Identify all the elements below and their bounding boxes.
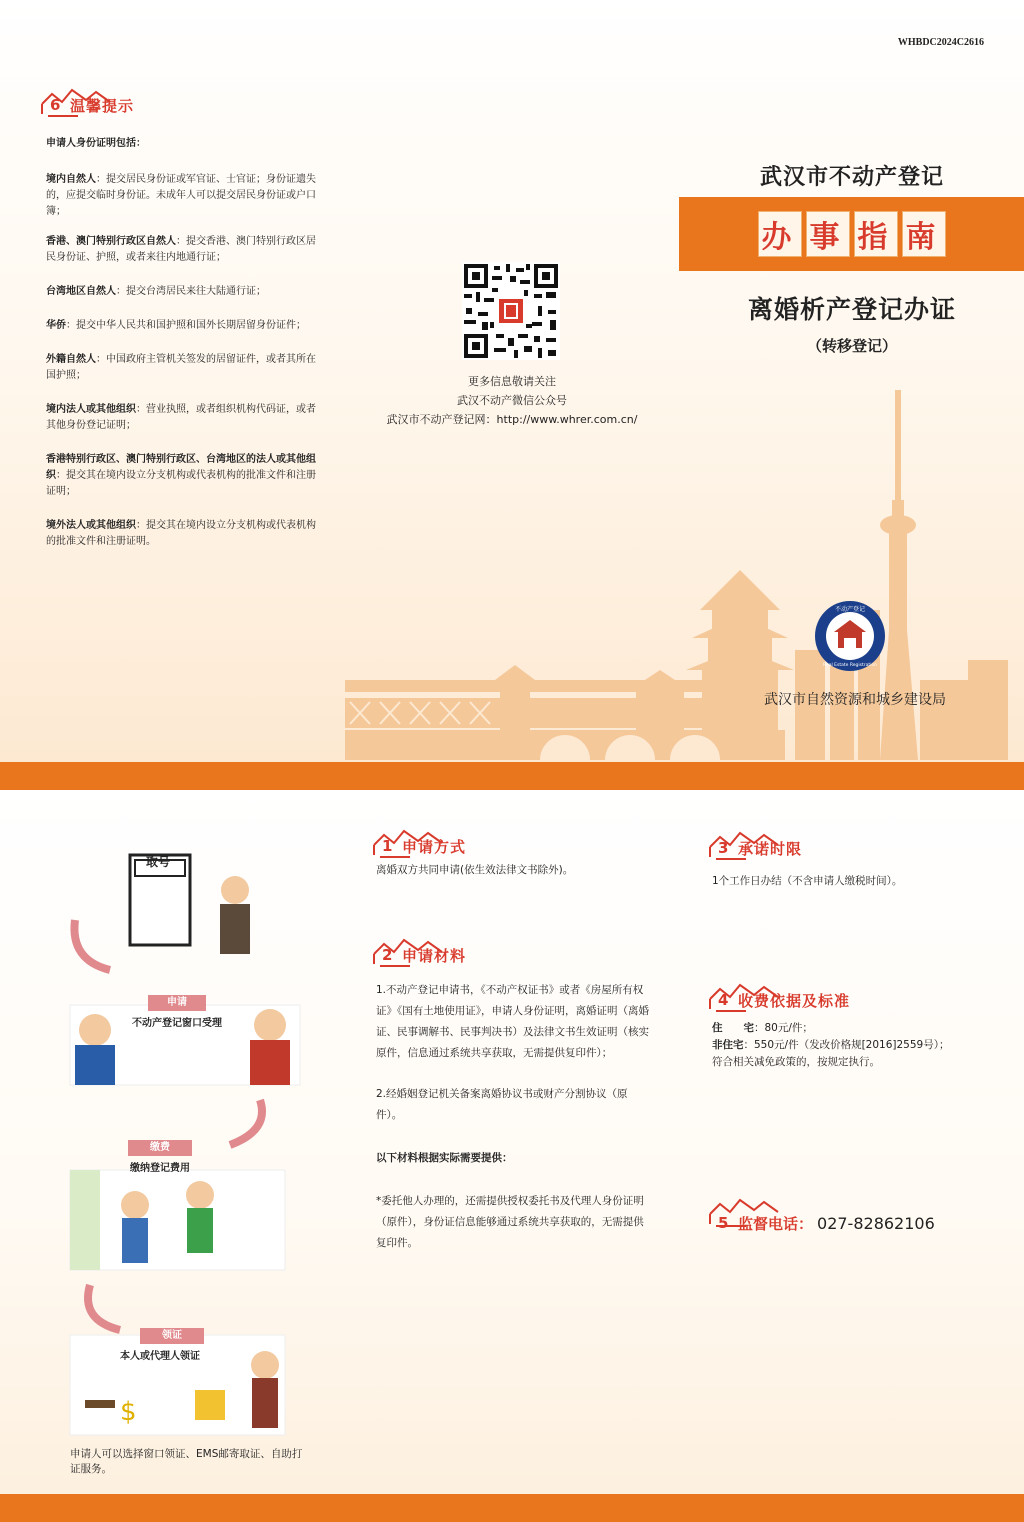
section4-heading: 4 收费依据及标准 (706, 983, 850, 1017)
pay-step-desc: 缴纳登记费用 (130, 1163, 190, 1174)
tip-item: 华侨：提交中华人民共和国护照和国外长期居留身份证件； (46, 320, 306, 331)
section1-heading: 1 申请方式 (370, 829, 466, 863)
tips-list (46, 136, 316, 564)
tips-heading (38, 88, 134, 122)
qr-code-graphic (462, 262, 560, 360)
apply-step-desc: 不动产登记窗口受理 (132, 1018, 222, 1029)
svg-text:$: $ (120, 1397, 137, 1427)
section3-heading: 3 承诺时限 (706, 831, 802, 865)
qr-caption-line1: 更多信息敬请关注 (468, 375, 556, 388)
qr-logo (499, 299, 523, 323)
tip-item: 境外法人或其他组织：提交其在境内设立分支机构或代表机构的批准文件和注册证明。 (46, 520, 316, 547)
cover-subtitle-registration: （转移登记） (806, 337, 897, 355)
tip-item: 香港、澳门特别行政区自然人：提交香港、澳门特别行政区居民身份证、护照，或者来往内地通行证； (46, 236, 316, 263)
section1-text: 离婚双方共同申请(依生效法律文书除外)。 (376, 864, 574, 876)
bureau-name: 武汉市自然资源和城乡建设局 (764, 692, 946, 708)
orange-divider-band (0, 762, 1024, 790)
document-code: WHBDC2024C2616 (897, 37, 984, 48)
residential-fee: 住 宅：80元/件； (712, 1022, 813, 1034)
svg-text:不动产登记: 不动产登记 (834, 606, 866, 613)
supervision-phone-number[interactable]: 027-82862106 (817, 1213, 935, 1233)
tips-title: 温馨提示 (70, 96, 135, 115)
cover-title: 武汉市不动产登记 (759, 165, 944, 190)
tip-item: 外籍自然人：中国政府主管机关签发的居留证件，或者其所在国护照； (46, 354, 316, 381)
fee-exemption-note: 符合相关减免政策的，按规定执行。 (712, 1056, 880, 1068)
section2-materials (376, 980, 650, 1254)
guide-banner (679, 197, 1024, 271)
section3-text: 1个工作日办结（不含申请人缴税时间）。 (712, 875, 903, 887)
collect-step-desc: 本人或代理人领证 (120, 1351, 200, 1362)
real-estate-registration-emblem (814, 600, 886, 672)
section2-para1: 1.不动产登记申请书，《不动产权证书》或者《房屋所有权证》《国有土地使用证》，申请人身份证明，离婚证明（离婚证、民事调解书、民事判决书）及法律文书生效证明（核实原件，信息通过系统共享获取，无需提供复印件）； (376, 984, 649, 1059)
tips-number: 6 (50, 96, 61, 114)
section5-title: 监督电话： (738, 1214, 814, 1233)
guide-banner-text: 办 事 指 南 (679, 211, 1024, 257)
qr-caption-line2: 武汉不动产微信公众号 (457, 394, 567, 407)
section4-fees (712, 1020, 1007, 1071)
section5-supervision-hotline: 5 监督电话： 027-82862106 (706, 1206, 935, 1240)
qr-caption-line3[interactable]: 武汉市不动产登记网：http://www.whrer.com.cn/ (386, 413, 638, 426)
section2-title: 申请材料 (402, 946, 467, 965)
collect-step-badge: 领证 (140, 1328, 204, 1344)
section2-para4: *委托他人办理的，还需提供授权委托书及代理人身份证明（原件），身份证信息能够通过系统共享获取的，无需提供复印件。 (376, 1195, 644, 1249)
tip-item: 境内法人或其他组织：营业执照，或者组织机构代码证，或者其他身份登记证明； (46, 404, 316, 431)
orange-bottom-band (0, 1494, 1024, 1522)
pay-step-badge: 缴费 (128, 1140, 192, 1156)
section4-title: 收费依据及标准 (738, 991, 851, 1010)
tips-intro: 申请人身份证明包括： (46, 138, 146, 149)
section1-title: 申请方式 (402, 837, 467, 856)
tip-item: 境内自然人：提交居民身份证或军官证、士官证；身份证遗失的，应提交临时身份证。未成年人可以提交居民身份证或户口簿； (46, 174, 316, 217)
section3-title: 承诺时限 (738, 839, 803, 858)
take-number-label: 取号 (145, 855, 170, 869)
section2-para2: 2.经婚姻登记机关备案离婚协议书或财产分割协议（原件）。 (376, 1088, 628, 1121)
collection-options-note: 申请人可以选择窗口领证、EMS邮寄取证、自助打证服务。 (70, 1448, 303, 1475)
tip-item: 香港特别行政区、澳门特别行政区、台湾地区的法人或其他组织：提交其在境内设立分支机构或代表机构的批准文件和注册证明； (46, 454, 316, 497)
svg-text:Real Estate Registration: Real Estate Registration (823, 663, 877, 668)
section2-optional-heading: 以下材料根据实际需要提供： (376, 1152, 513, 1164)
tip-item: 台湾地区自然人：提交台湾居民来往大陆通行证； (46, 286, 266, 297)
apply-step-badge: 申请 (148, 995, 206, 1011)
cover-subtitle: 离婚析产登记办证 (747, 295, 956, 324)
qr-code[interactable] (462, 262, 560, 360)
nonresidential-fee: 非住宅：550元/件（发改价格规[2016]2559号）； (712, 1039, 950, 1051)
section2-heading: 2 申请材料 (370, 938, 466, 972)
